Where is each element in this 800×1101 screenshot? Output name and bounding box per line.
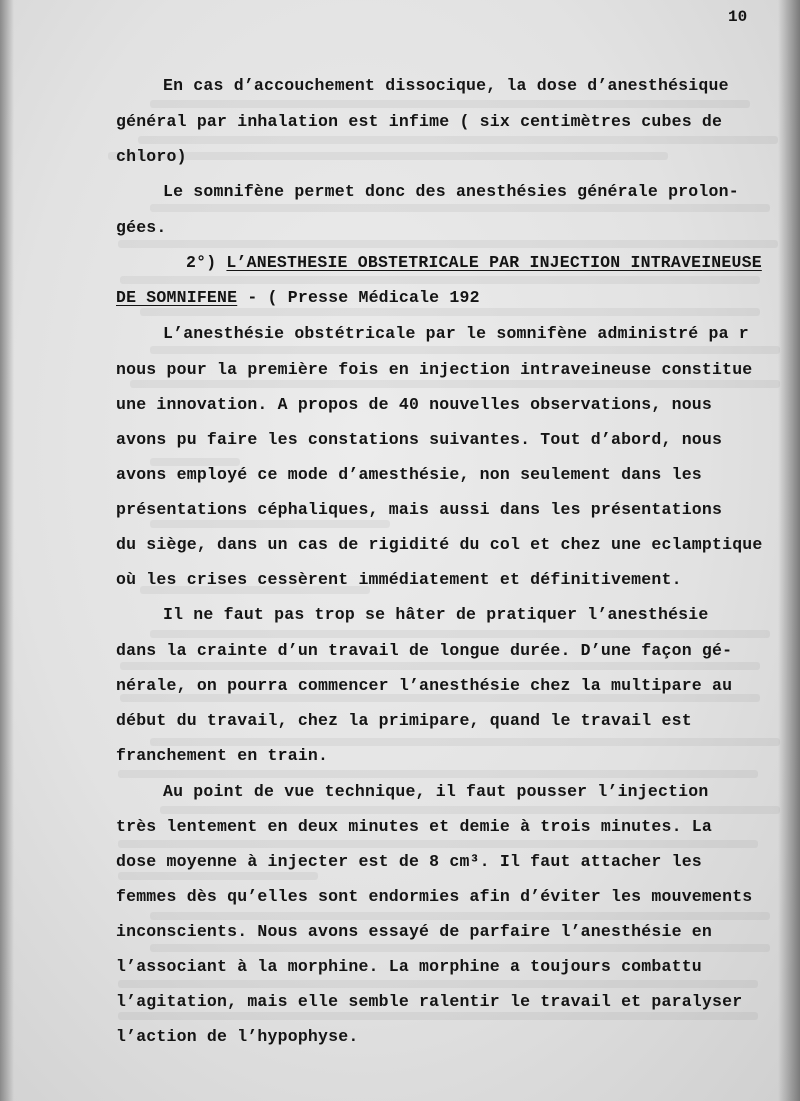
bleed-stripe [160,806,780,814]
text-line: présentations céphaliques, mais aussi dans les présentations [116,500,723,519]
text-line: dose moyenne à injecter est de 8 cm³. Il faut attacher les [116,852,702,871]
bleed-stripe [118,980,758,988]
text-line: général par inhalation est infime ( six centimètres cubes de [116,112,723,131]
text-line: chloro) [116,147,187,166]
bleed-stripe [140,308,760,316]
section-number: 2°) [186,253,217,272]
bleed-stripe [120,662,760,670]
bleed-stripe [150,738,780,746]
bleed-stripe [118,1012,758,1020]
bleed-stripe [150,204,770,212]
text-line: Il ne faut pas trop se hâter de pratiquer l’anesthésie [163,605,709,624]
text-line: L’anesthésie obstétricale par le somnifène administré pa r [163,324,749,343]
text-line: avons employé ce mode d’amesthésie, non seulement dans les [116,465,702,484]
bleed-stripe [108,152,668,160]
text-line: l’action de l’hypophyse. [116,1027,359,1046]
page-number: 10 [728,8,748,26]
section-heading-continued [116,288,480,308]
citation: - ( Presse Médicale 192 [247,288,480,307]
bleed-stripe [150,630,770,638]
section-heading [186,253,762,273]
section-title: L’ANESTHESIE OBSTETRICALE PAR INJECTION INTRAVEINEUSE [226,253,762,272]
scan-right-edge [778,0,800,1101]
text-line: nérale, on pourra commencer l’anesthésie chez la multipare au [116,676,733,695]
bleed-stripe [130,380,780,388]
bleed-stripe [150,520,390,528]
bleed-stripe [150,346,780,354]
text-line: inconscients. Nous avons essayé de parfaire l’anesthésie en [116,922,712,941]
text-line: femmes dès qu’elles sont endormies afin d’éviter les mouvements [116,887,753,906]
bleed-stripe [150,100,750,108]
bleed-stripe [150,912,770,920]
text-line: Au point de vue technique, il faut pousser l’injection [163,782,709,801]
bleed-stripe [118,770,758,778]
text-line: nous pour la première fois en injection intraveineuse constitue [116,360,753,379]
bleed-stripe [150,944,770,952]
bleed-stripe [118,240,778,248]
text-line: l’associant à la morphine. La morphine a toujours combattu [116,957,702,976]
text-line: l’agitation, mais elle semble ralentir le travail et paralyser [116,992,743,1011]
text-line: gées. [116,218,167,237]
text-line: avons pu faire les constations suivantes. Tout d’abord, nous [116,430,723,449]
text-line: où les crises cessèrent immédiatement et définitivement. [116,570,682,589]
text-line: très lentement en deux minutes et demie à trois minutes. La [116,817,712,836]
text-line: début du travail, chez la primipare, quand le travail est [116,711,692,730]
text-line: Le somnifène permet donc des anesthésies générale prolon- [163,182,739,201]
bleed-stripe [118,872,318,880]
section-title-end: DE SOMNIFENE [116,288,238,307]
bleed-stripe [120,276,760,284]
text-line: franchement en train. [116,746,329,765]
bleed-stripe [118,840,758,848]
text-line: En cas d’accouchement dissocique, la dose d’anesthésique [163,76,729,95]
text-line: dans la crainte d’un travail de longue durée. D’une façon gé- [116,641,733,660]
text-line: du siège, dans un cas de rigidité du col et chez une eclamptique [116,535,763,554]
scan-left-edge [0,0,14,1101]
text-line: une innovation. A propos de 40 nouvelles observations, nous [116,395,712,414]
bleed-stripe [138,136,778,144]
